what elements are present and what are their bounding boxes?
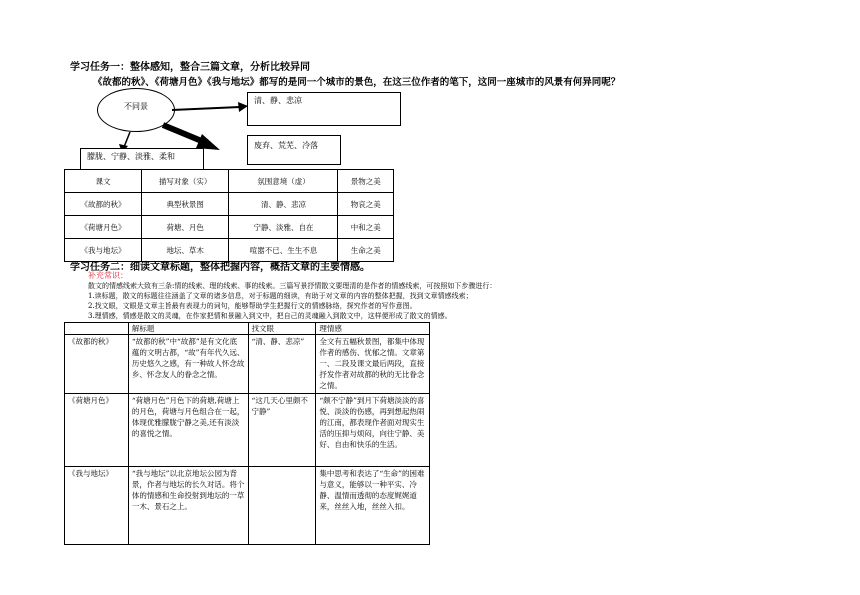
comparison-table	[64, 169, 394, 262]
table-cell-jie: “我与地坛”以北京地坛公园为背景，作者与地坛的长久对话。将个体的情感和生命投射到地坛的一草一木、景石之上。	[128, 467, 248, 545]
table-cell: 《荷塘月色》	[65, 216, 142, 239]
table-row	[65, 394, 430, 467]
table-cell: 生命之美	[338, 239, 394, 262]
table-cell: 喧嚣不已、生生不息	[229, 239, 338, 262]
table-cell-zhao	[248, 467, 316, 545]
table-cell: 中和之美	[338, 216, 394, 239]
table-header: 找文眼	[248, 323, 316, 335]
table-cell-zhao: “清、静、悲凉”	[248, 335, 316, 394]
table-row	[65, 335, 430, 394]
table-header: 氛围意境（虚）	[229, 170, 338, 193]
supplement-label: 补充常识：	[88, 271, 128, 280]
table-cell: 《故都的秋》	[65, 193, 142, 216]
table-cell: 物哀之美	[338, 193, 394, 216]
task1-question: 《故都的秋》、《荷塘月色》《我与地坛》都写的是同一个城市的景色，在这三位作者的笔下，这同一座城市的风景有何异同呢？	[93, 77, 621, 88]
table-cell-li: 集中思考和表达了“生命”的困难与意义，能够以一种平实、冷静、温情而透彻的态度娓娓道来，丝丝入地，丝丝入扣。	[316, 467, 430, 545]
table-cell-zhao: “这几天心里颇不宁静”	[248, 394, 316, 467]
task1-heading: 学习任务一：整体感知，整合三篇文章，分析比较异同	[70, 62, 310, 73]
diagram-box-ditan: 废弃、荒芜、冷落	[247, 135, 341, 165]
table-header: 描写对象（实）	[141, 170, 229, 193]
table-header: 课文	[65, 170, 142, 193]
table-header: 理情感	[316, 323, 430, 335]
supplement-notes	[88, 281, 496, 321]
table-cell: 宁静、淡雅、自在	[229, 216, 338, 239]
table-row	[65, 467, 430, 545]
table-cell-jie: “故都的秋”中“故都”是有文化底蕴的文明古都，“故”有年代久远、历史悠久之感，有一种故人怀念故乡、怀念友人的眷念之情。	[128, 335, 248, 394]
table-cell-title: 《荷塘月色》	[65, 394, 129, 467]
note-line: 1.读标题，散文的标题往往涵盖了文章的诸多信息，对于标题的细读，有助于对文章的内容的整体把握，找到文章情感线索；	[88, 292, 473, 300]
table-row	[65, 216, 394, 239]
table-header-row	[65, 323, 430, 335]
table-cell: 荷塘、月色	[141, 216, 229, 239]
table-cell-li: 全文有五幅秋景图，都集中体现作者的感伤、忧郁之情。文章第一、二段及课文最后两段，直接抒发作者对故都的秋的无比眷念之情。	[316, 335, 430, 394]
table-cell: 《我与地坛》	[65, 239, 142, 262]
table-row	[65, 193, 394, 216]
table-cell-title: 《我与地坛》	[65, 467, 129, 545]
table-cell: 典型秋景图	[141, 193, 229, 216]
note-line: 3.理情感，情感是散文的灵魂，在作家把情和景融入到文中，把自己的灵魂融入到散文中，这样便形成了散文的情感。	[88, 312, 452, 320]
title-analysis-table	[64, 322, 430, 545]
table-header-row	[65, 170, 394, 193]
table-cell: 地坛、草木	[141, 239, 229, 262]
table-cell-jie: “荷塘月色”月色下的荷塘,荷塘上的月色，荷塘与月色组合在一起，体现优雅朦胧宁静之美,还有淡淡的喜悦之情。	[128, 394, 248, 467]
note-line: 散文的情感线索大致有三条:情的线索、理的线索、事的线索。三篇写景抒情散文要理清的是作者的情感线索，可按照如下步骤进行：	[88, 282, 497, 290]
note-line: 2.找文眼，文眼是文章主旨最有表现力的词句，能够帮助学生把握行文的情感脉络，探究作者的写作意图。	[88, 302, 417, 310]
task2-heading: 学习任务二：细读文章标题，整体把握内容，概括文章的主要情感。	[70, 262, 370, 273]
table-cell: 清、静、悲凉	[229, 193, 338, 216]
diagram-box-hetang: 朦胧、宁静、淡雅、柔和	[80, 148, 204, 170]
table-header	[65, 323, 129, 335]
table-header: 景物之美	[338, 170, 394, 193]
table-cell-title: 《故都的秋》	[65, 335, 129, 394]
table-header: 解标题	[128, 323, 248, 335]
table-cell-li: “颇不宁静”到月下荷塘淡淡的喜悦、淡淡的伤感，再到想起热闹的江南，都表现作者面对现实生活的压抑与烦闷，向往宁静、美好、自由和快乐的生活。	[316, 394, 430, 467]
diagram-center-label: 不同景	[124, 102, 148, 111]
diagram-box-gudu: 清、静、悲凉	[247, 92, 401, 126]
